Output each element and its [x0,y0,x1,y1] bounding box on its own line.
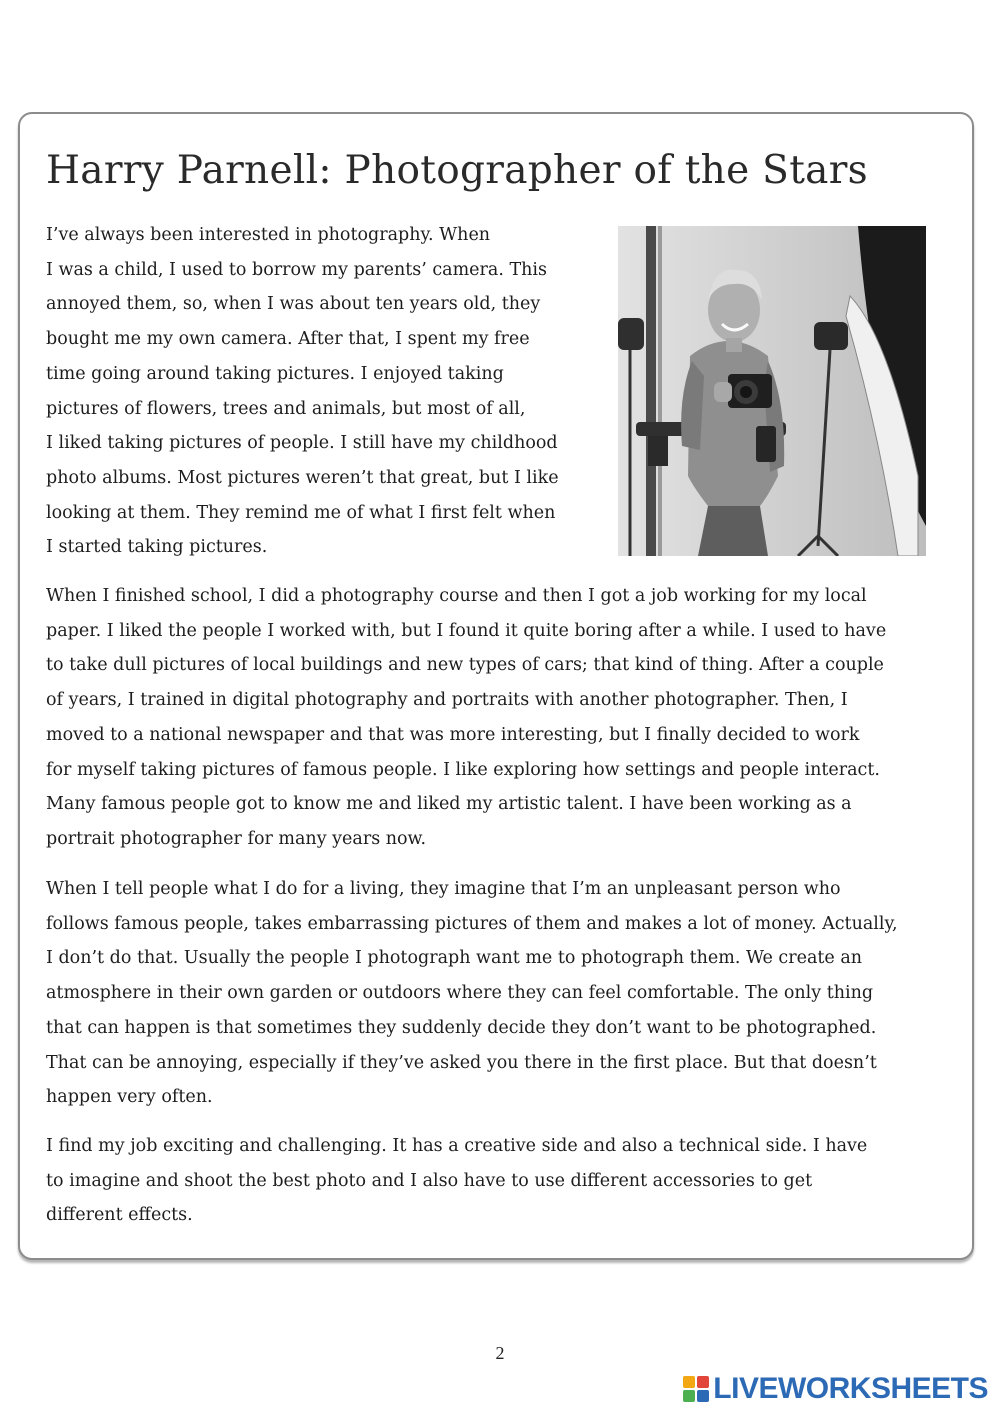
text-line: I’ve always been interested in photography. When [46,225,491,245]
intro-paragraph [46,218,591,565]
liveworksheets-logo-text: LIVEWORKSHEETS [713,1372,988,1405]
text-line: That can be annoying, especially if they’ve asked you there in the first place. But that doesn’t [46,1052,877,1073]
text-line: atmosphere in their own garden or outdoors where they can feel comfortable. The only thing [46,983,874,1004]
liveworksheets-logo[interactable] [683,1372,988,1406]
text-line: When I finished school, I did a photography course and then I got a job working for my local [46,586,867,606]
paragraph-misconceptions [46,872,951,1115]
text-line: I don’t do that. Usually the people I photograph want me to photograph them. We create an [46,948,863,969]
text-line: I was a child, I used to borrow my parents’ camera. This [46,259,547,280]
text-line: time going around taking pictures. I enjoyed taking [46,363,504,384]
article-title: Harry Parnell: Photographer of the Stars [46,148,868,193]
text-line: photo albums. Most pictures weren’t that great, but I like [46,467,559,488]
text-line: I liked taking pictures of people. I still have my childhood [46,433,558,454]
text-line: When I tell people what I do for a living, they imagine that I’m an unpleasant person who [46,879,841,899]
text-line: moved to a national newspaper and that was more interesting, but I finally decided to work [46,724,860,745]
text-line: I started taking pictures. [46,537,268,558]
text-line: looking at them. They remind me of what I first felt when [46,502,556,523]
text-line: follows famous people, takes embarrassing pictures of them and makes a lot of money. Actually, [46,913,898,934]
text-line: bought me my own camera. After that, I spent my free [46,329,530,350]
text-line: for myself taking pictures of famous people. I like exploring how settings and people interact. [46,759,880,780]
paragraph-career [46,579,951,857]
paragraph-conclusion [46,1129,951,1233]
text-line: that can happen is that sometimes they suddenly decide they don’t want to be photographed. [46,1017,877,1038]
text-line: I find my job exciting and challenging. It has a creative side and also a technical side. I have [46,1136,868,1156]
text-line: to imagine and shoot the best photo and I also have to use different accessories to get [46,1170,813,1191]
text-line: different effects. [46,1205,193,1226]
page-number: 2 [495,1343,505,1363]
text-line: annoyed them, so, when I was about ten years old, they [46,294,541,315]
text-line: happen very often. [46,1087,213,1108]
photographer-illustration [618,226,926,556]
text-line: Many famous people got to know me and liked my artistic talent. I have been working as a [46,794,852,815]
text-line: of years, I trained in digital photography and portraits with another photographer. Then, I [46,690,848,711]
liveworksheets-logo-icon [683,1376,709,1402]
text-line: to take dull pictures of local buildings and new types of cars; that kind of thing. After a couple [46,655,884,676]
photographer-photo [618,226,926,556]
text-line: portrait photographer for many years now. [46,828,427,849]
text-line: paper. I liked the people I worked with, but I found it quite boring after a while. I used to have [46,620,887,641]
text-line: pictures of flowers, trees and animals, but most of all, [46,398,526,419]
